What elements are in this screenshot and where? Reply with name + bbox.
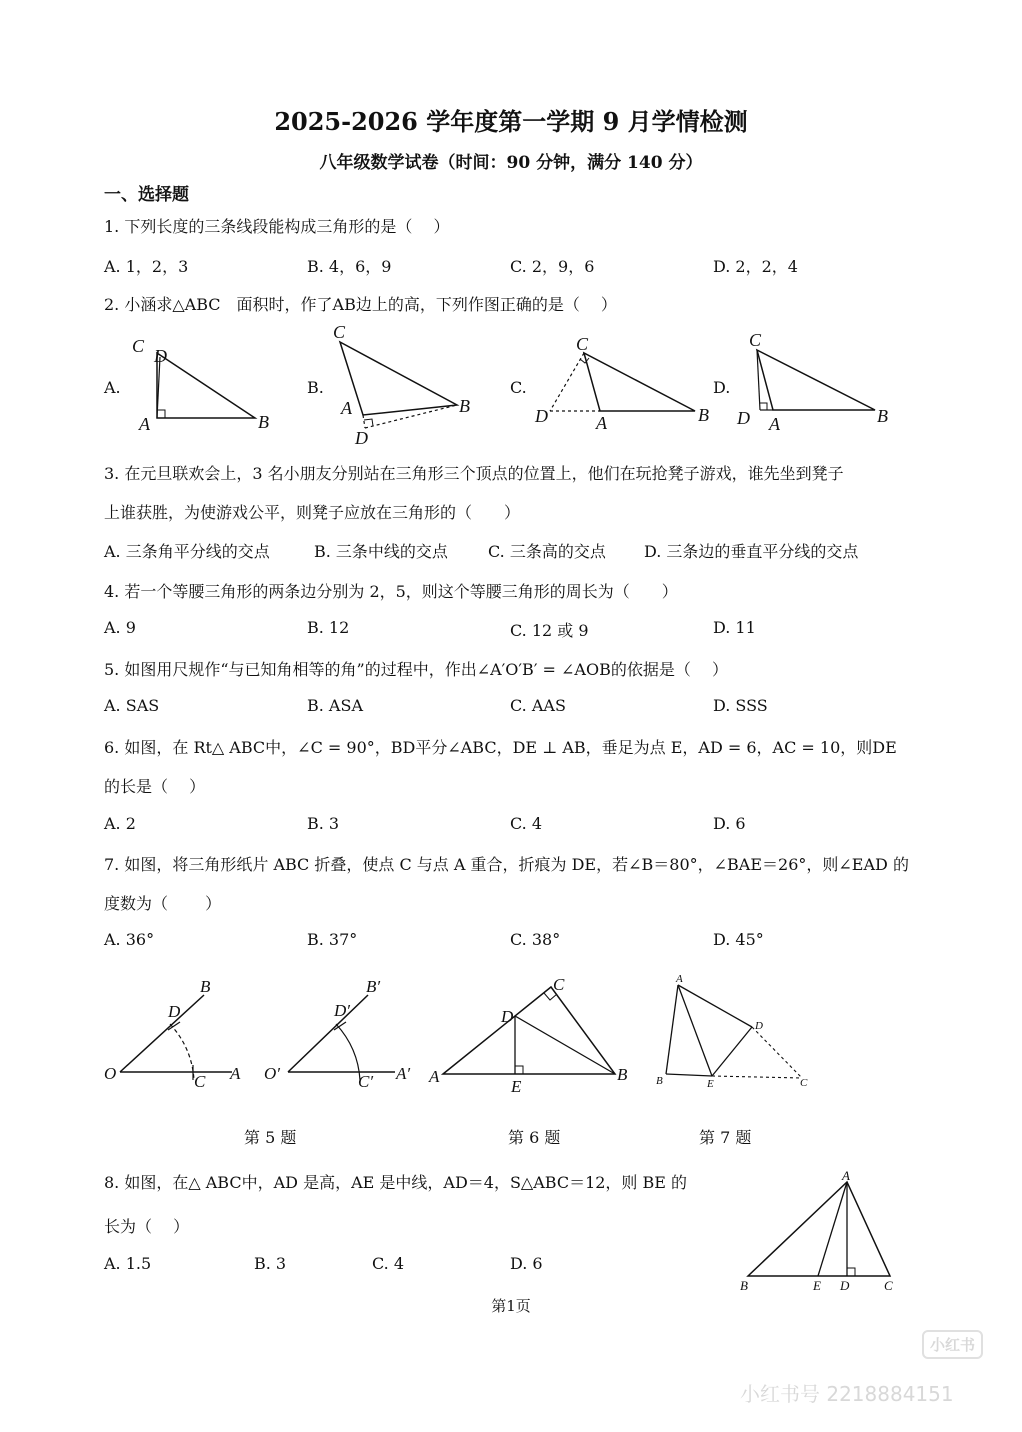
q7-figure bbox=[650, 970, 820, 1095]
q2-figure-d bbox=[735, 330, 900, 435]
svg-text:B: B bbox=[656, 1075, 663, 1087]
question-7-stem-line1: 7. 如图，将三角形纸片 ABC 折叠，使点 C 与点 A 重合，折痕为 DE，若∠B＝80°，∠BAE＝26°，则∠EAD 的 bbox=[104, 855, 909, 874]
svg-text:D: D bbox=[535, 406, 548, 426]
svg-text:A: A bbox=[676, 973, 683, 985]
svg-text:A: A bbox=[341, 398, 352, 418]
q5-figure-original-angle bbox=[100, 970, 260, 1095]
page-title: 2025-2026 学年度第一学期 9 月学情检测 bbox=[274, 107, 748, 136]
q4-option-a: A. 9 bbox=[104, 618, 136, 637]
svg-text:C: C bbox=[553, 975, 565, 994]
q8-option-d: D. 6 bbox=[510, 1254, 543, 1273]
q2-option-b: B. bbox=[307, 378, 324, 397]
q2-option-d: D. bbox=[713, 378, 731, 397]
page-number: 第1页 bbox=[491, 1297, 531, 1315]
q5-figure-constructed-angle bbox=[260, 970, 420, 1095]
svg-text:B: B bbox=[740, 1278, 748, 1293]
q5-option-a: A. SAS bbox=[104, 696, 160, 715]
q1-option-a: A. 1，2，3 bbox=[104, 257, 189, 276]
svg-text:A′: A′ bbox=[396, 1064, 411, 1083]
svg-text:C: C bbox=[749, 330, 762, 350]
svg-text:E: E bbox=[511, 1077, 522, 1095]
q3-option-c: C. 三条高的交点 bbox=[488, 542, 606, 561]
q8-option-c: C. 4 bbox=[372, 1254, 405, 1273]
svg-text:C: C bbox=[132, 336, 145, 356]
svg-text:C: C bbox=[194, 1072, 206, 1091]
q2-option-a: A. bbox=[104, 378, 121, 397]
section-title: 一、选择题 bbox=[104, 185, 189, 205]
question-3-stem-line1: 3. 在元旦联欢会上，3 名小朋友分别站在三角形三个顶点的位置上，他们在玩抢凳子游戏，谁先坐到凳子 bbox=[104, 464, 844, 483]
svg-text:D: D bbox=[168, 1002, 181, 1021]
svg-text:A: A bbox=[769, 414, 780, 434]
q6-option-a: A. 2 bbox=[104, 814, 136, 833]
question-2-stem: 2. 小涵求△ABC 面积时，作了AB边上的高，下列作图正确的是（ ） bbox=[104, 295, 617, 314]
svg-text:E: E bbox=[707, 1078, 714, 1090]
svg-text:D: D bbox=[737, 408, 750, 428]
watermark-id: 小红书号 2218884151 bbox=[740, 1382, 954, 1406]
page-subtitle: 八年级数学试卷（时间：90 分钟，满分 140 分） bbox=[319, 153, 703, 173]
svg-text:C′: C′ bbox=[358, 1072, 374, 1091]
q3-option-b: B. 三条中线的交点 bbox=[314, 542, 448, 561]
caption-q5: 第 5 题 bbox=[244, 1128, 297, 1147]
q7-option-d: D. 45° bbox=[713, 930, 764, 949]
svg-text:C: C bbox=[576, 335, 589, 354]
svg-text:B: B bbox=[459, 396, 470, 416]
svg-text:D: D bbox=[755, 1020, 763, 1032]
svg-text:A: A bbox=[596, 413, 607, 433]
svg-text:B′: B′ bbox=[366, 977, 381, 996]
svg-text:C: C bbox=[800, 1077, 808, 1089]
q7-option-c: C. 38° bbox=[510, 930, 561, 949]
q1-option-b: B. 4，6，9 bbox=[307, 257, 392, 276]
svg-text:O′: O′ bbox=[264, 1064, 280, 1083]
q5-option-d: D. SSS bbox=[713, 696, 768, 715]
svg-text:O: O bbox=[104, 1064, 117, 1083]
svg-text:D: D bbox=[840, 1278, 850, 1293]
q2-figure-b bbox=[325, 320, 485, 448]
svg-text:A: A bbox=[230, 1064, 241, 1083]
q6-figure bbox=[425, 970, 640, 1095]
svg-text:C: C bbox=[884, 1278, 893, 1293]
q6-option-d: D. 6 bbox=[713, 814, 746, 833]
q6-option-c: C. 4 bbox=[510, 814, 543, 833]
q2-figure-a bbox=[120, 330, 280, 440]
q2-option-c: C. bbox=[510, 378, 527, 397]
q5-option-b: B. ASA bbox=[307, 696, 363, 715]
q8-option-a: A. 1.5 bbox=[104, 1254, 152, 1273]
q4-option-b: B. 12 bbox=[307, 618, 350, 637]
question-5-stem: 5. 如图用尺规作“与已知角相等的角”的过程中，作出∠A′O′B′ = ∠AOB的依据是（ ） bbox=[104, 660, 728, 679]
svg-text:D: D bbox=[154, 346, 167, 366]
question-8-stem-line1: 8. 如图，在△ ABC中，AD 是高，AE 是中线，AD＝4，S△ABC＝12，则 BE 的 bbox=[104, 1173, 688, 1192]
caption-q7: 第 7 题 bbox=[699, 1128, 752, 1147]
question-8-stem-line2: 长为（ ） bbox=[104, 1217, 190, 1236]
question-6-stem-line2: 的长是（ ） bbox=[104, 777, 206, 796]
caption-q6: 第 6 题 bbox=[508, 1128, 561, 1147]
q3-option-a: A. 三条角平分线的交点 bbox=[104, 542, 270, 561]
q7-option-b: B. 37° bbox=[307, 930, 358, 949]
q3-option-d: D. 三条边的垂直平分线的交点 bbox=[644, 542, 859, 561]
svg-text:D: D bbox=[355, 428, 368, 448]
q4-option-c: C. 12 或 9 bbox=[510, 621, 589, 640]
q8-figure bbox=[730, 1170, 905, 1295]
q6-option-b: B. 3 bbox=[307, 814, 340, 833]
svg-text:A: A bbox=[842, 1170, 850, 1183]
q5-option-c: C. AAS bbox=[510, 696, 566, 715]
svg-text:B: B bbox=[258, 412, 269, 432]
svg-text:E: E bbox=[813, 1278, 821, 1293]
svg-text:B: B bbox=[698, 405, 709, 425]
q1-option-c: C. 2，9，6 bbox=[510, 257, 595, 276]
svg-text:B: B bbox=[200, 977, 211, 996]
q7-option-a: A. 36° bbox=[104, 930, 155, 949]
question-1-stem: 1. 下列长度的三条线段能构成三角形的是（ ） bbox=[104, 217, 450, 236]
question-6-stem-line1: 6. 如图，在 Rt△ ABC中，∠C = 90°，BD平分∠ABC，DE ⊥ AB，垂足为点 E，AD = 6，AC = 10，则DE bbox=[104, 738, 897, 757]
question-4-stem: 4. 若一个等腰三角形的两条边分别为 2，5，则这个等腰三角形的周长为（ ） bbox=[104, 582, 678, 601]
q4-option-d: D. 11 bbox=[713, 618, 756, 637]
question-3-stem-line2: 上谁获胜，为使游戏公平，则凳子应放在三角形的（ ） bbox=[104, 503, 521, 522]
q8-option-b: B. 3 bbox=[254, 1254, 287, 1273]
svg-text:A: A bbox=[139, 414, 150, 434]
q2-figure-c bbox=[530, 335, 715, 435]
svg-text:A: A bbox=[429, 1067, 440, 1086]
svg-text:B: B bbox=[617, 1065, 628, 1084]
watermark-logo: 小红书 bbox=[922, 1330, 983, 1359]
svg-text:D: D bbox=[501, 1007, 514, 1026]
svg-text:B: B bbox=[877, 406, 888, 426]
question-7-stem-line2: 度数为（ ） bbox=[104, 894, 222, 913]
q1-option-d: D. 2，2，4 bbox=[713, 257, 798, 276]
svg-text:D′: D′ bbox=[334, 1001, 350, 1020]
svg-text:C: C bbox=[333, 322, 346, 342]
